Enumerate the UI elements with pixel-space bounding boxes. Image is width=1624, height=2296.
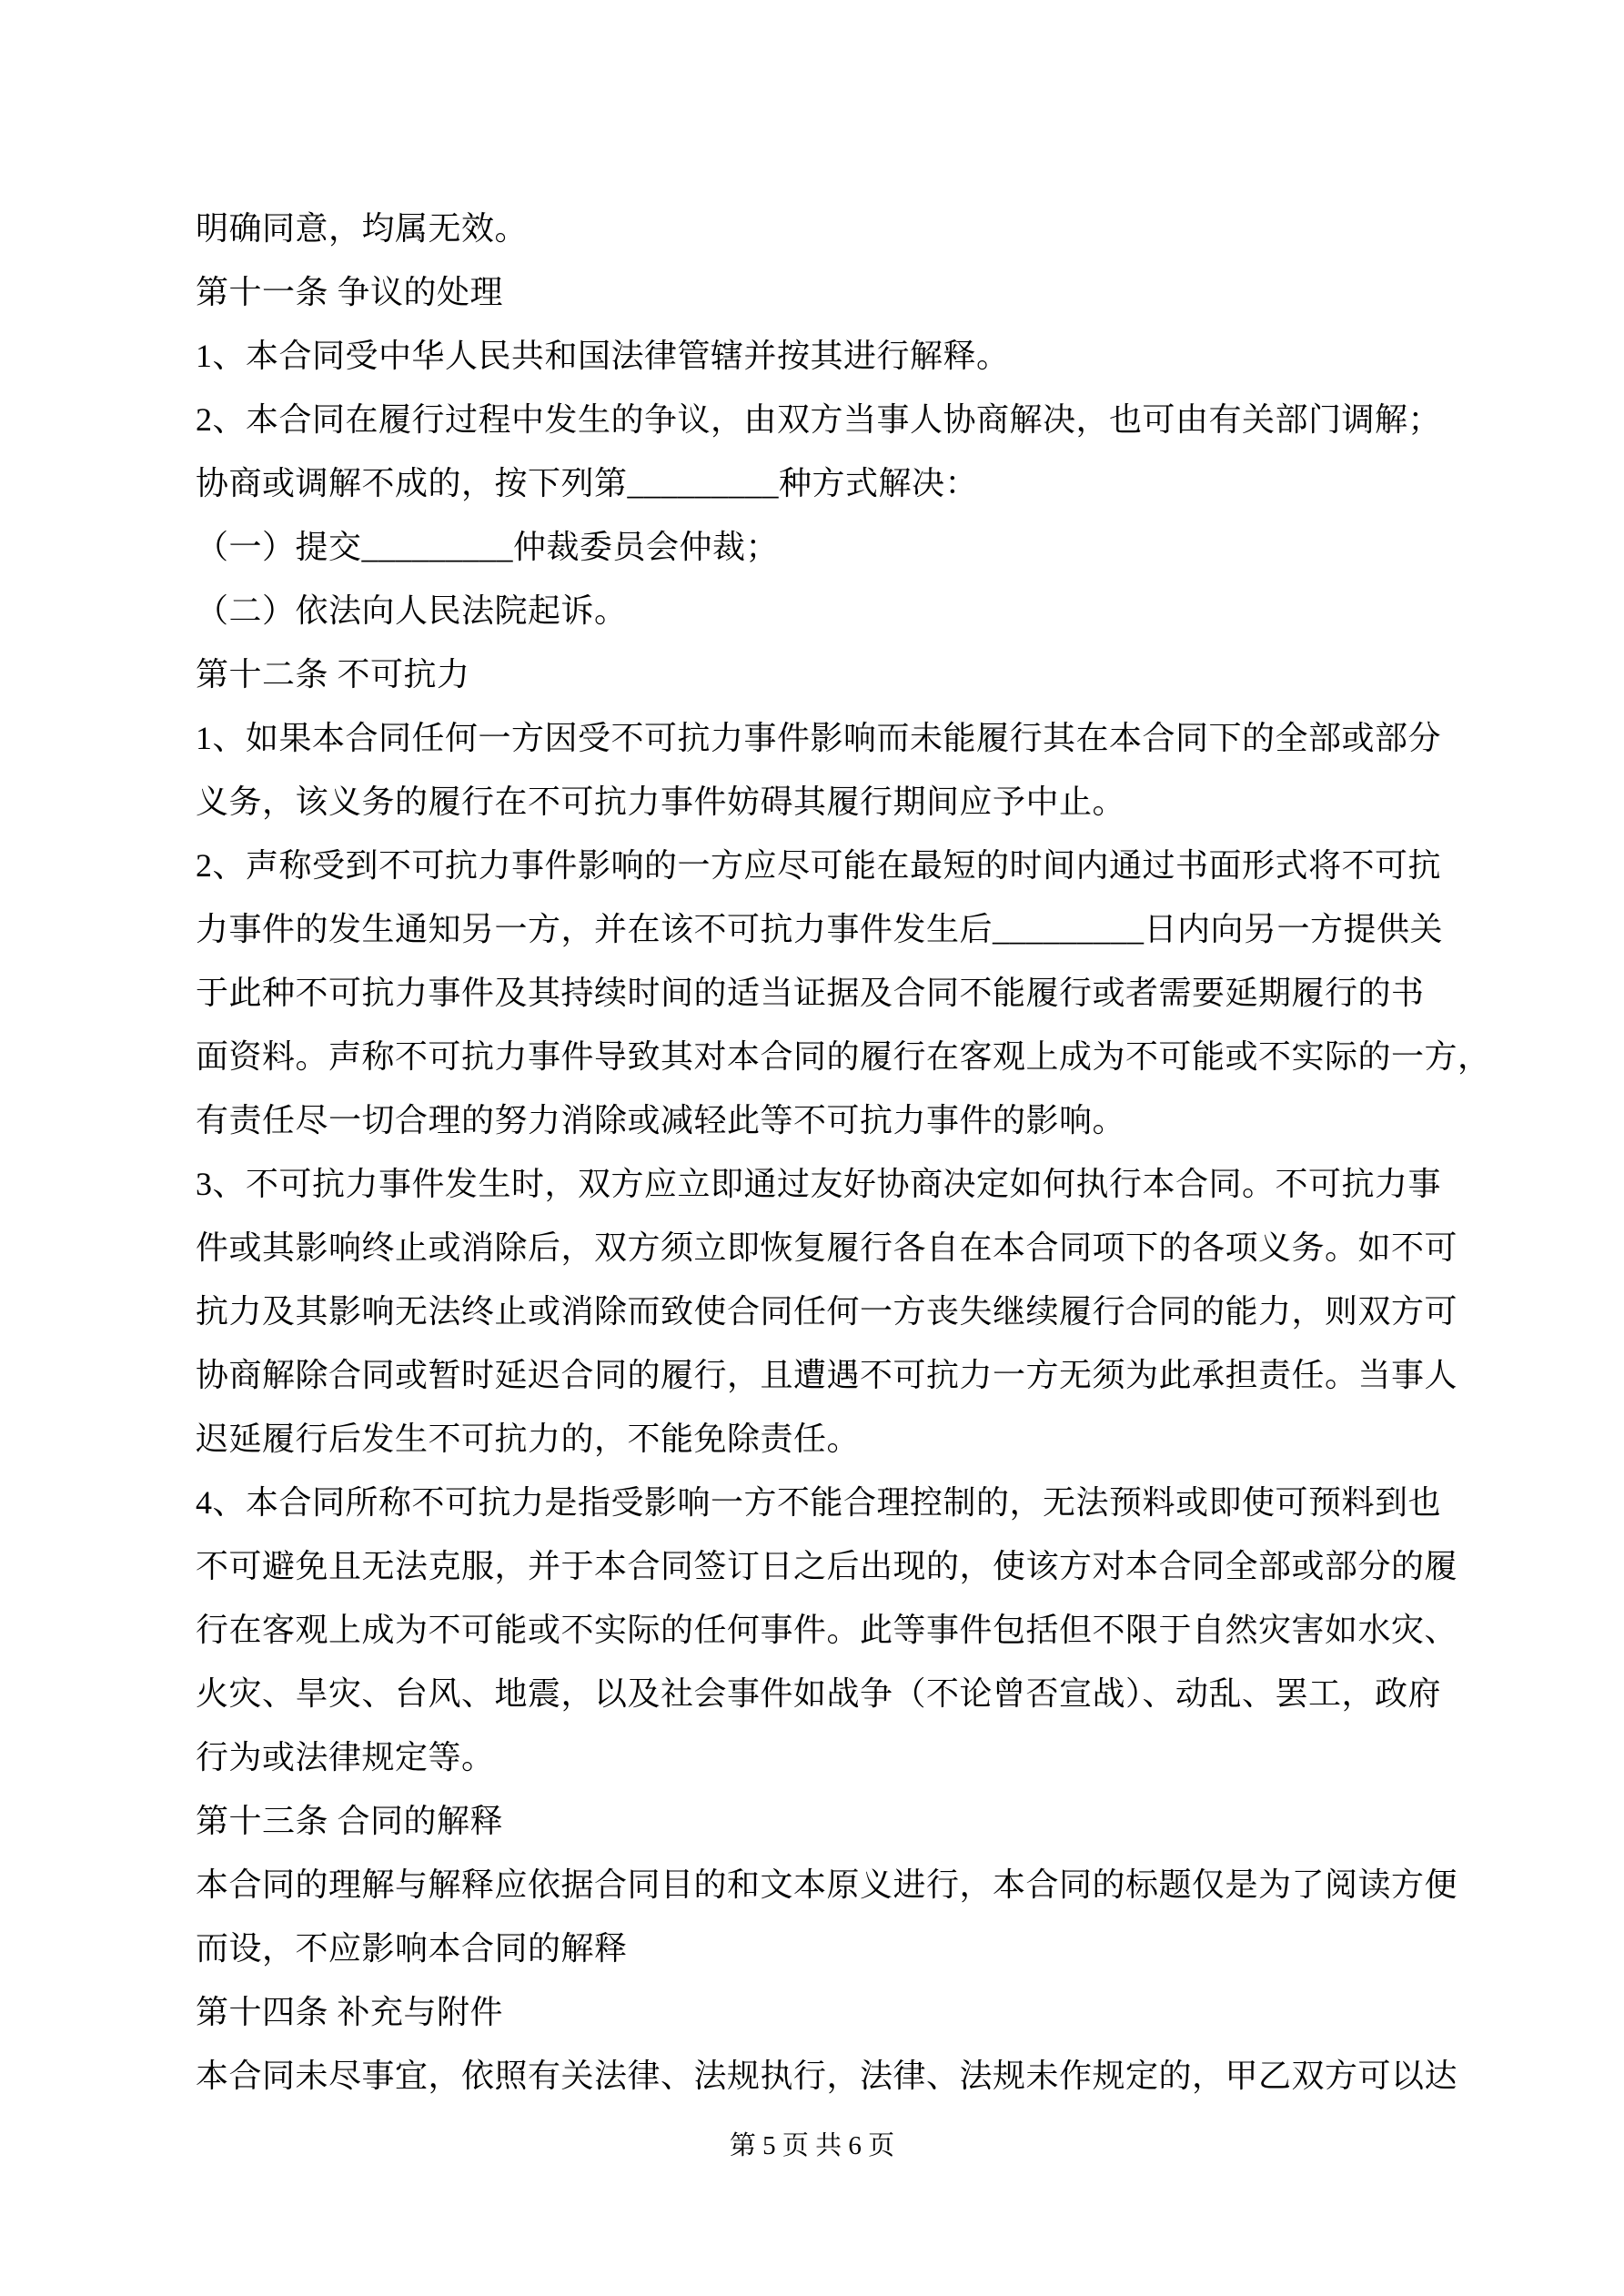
text-line: 义务，该义务的履行在不可抗力事件妨碍其履行期间应予中止。 bbox=[196, 784, 1126, 820]
text-line: 3、不可抗力事件发生时，双方应立即通过友好协商决定如何执行本合同。不可抗力事 bbox=[196, 1166, 1442, 1202]
text-line: 而设，不应影响本合同的解释 bbox=[196, 1930, 628, 1967]
text-line: 面资料。声称不可抗力事件导致其对本合同的履行在客观上成为不可能或不实际的一方， bbox=[196, 1038, 1491, 1075]
text-line: 2、声称受到不可抗力事件影响的一方应尽可能在最短的时间内通过书面形式将不可抗 bbox=[196, 847, 1442, 884]
text-line: 1、如果本合同任何一方因受不可抗力事件影响而未能履行其在本合同下的全部或部分 bbox=[196, 720, 1442, 756]
text-line: 迟延履行后发生不可抗力的，不能免除责任。 bbox=[196, 1421, 861, 1457]
clause-12-heading: 第十二条 不可抗力 bbox=[196, 656, 470, 693]
text-line: 本合同未尽事宜，依照有关法律、法规执行，法律、法规未作规定的，甲乙双方可以达 bbox=[196, 2058, 1458, 2094]
clause-11-heading: 第十一条 争议的处理 bbox=[196, 274, 504, 310]
text-line: （二）依法向人民法院起诉。 bbox=[196, 592, 628, 629]
text-line: 行为或法律规定等。 bbox=[196, 1739, 495, 1775]
text-line: 抗力及其影响无法终止或消除而致使合同任何一方丧失继续履行合同的能力，则双方可 bbox=[196, 1293, 1458, 1330]
text-line-with-blank: （一）提交_________仲裁委员会仲裁； bbox=[196, 529, 780, 565]
page-number-footer: 第 5 页 共 6 页 bbox=[729, 2131, 895, 2160]
text-line: 2、本合同在履行过程中发生的争议，由双方当事人协商解决，也可由有关部门调解； bbox=[196, 401, 1442, 438]
text-line: 行在客观上成为不可能或不实际的任何事件。此等事件包括但不限于自然灾害如水灾、 bbox=[196, 1612, 1458, 1648]
clause-14-heading: 第十四条 补充与附件 bbox=[196, 1994, 504, 2030]
text-line: 协商解除合同或暂时延迟合同的履行，且遭遇不可抗力一方无须为此承担责任。当事人 bbox=[196, 1357, 1458, 1393]
text-line: 不可避免且无法克服，并于本合同签订日之后出现的，使该方对本合同全部或部分的履 bbox=[196, 1548, 1458, 1584]
text-line-with-blank: 协商或调解不成的，按下列第_________种方式解决： bbox=[196, 465, 979, 501]
text-line: 于此种不可抗力事件及其持续时间的适当证据及合同不能履行或者需要延期履行的书 bbox=[196, 975, 1425, 1011]
text-line: 4、本合同所称不可抗力是指受影响一方不能合理控制的，无法预料或即使可预料到也 bbox=[196, 1484, 1442, 1521]
text-line: 本合同的理解与解释应依据合同目的和文本原义进行，本合同的标题仅是为了阅读方便 bbox=[196, 1866, 1458, 1903]
clause-13-heading: 第十三条 合同的解释 bbox=[196, 1803, 504, 1839]
contract-body-text bbox=[196, 197, 1560, 2108]
text-line-with-blank: 力事件的发生通知另一方，并在该不可抗力事件发生后_________日内向另一方提供关 bbox=[196, 911, 1444, 947]
text-line: 件或其影响终止或消除后，双方须立即恢复履行各自在本合同项下的各项义务。如不可 bbox=[196, 1229, 1458, 1266]
text-line: 有责任尽一切合理的努力消除或减轻此等不可抗力事件的影响。 bbox=[196, 1102, 1126, 1138]
text-line: 明确同意，均属无效。 bbox=[196, 210, 529, 247]
text-line: 1、本合同受中华人民共和国法律管辖并按其进行解释。 bbox=[196, 338, 1010, 374]
text-line: 火灾、旱灾、台风、地震，以及社会事件如战争（不论曾否宣战）、动乱、罢工，政府 bbox=[196, 1675, 1442, 1712]
